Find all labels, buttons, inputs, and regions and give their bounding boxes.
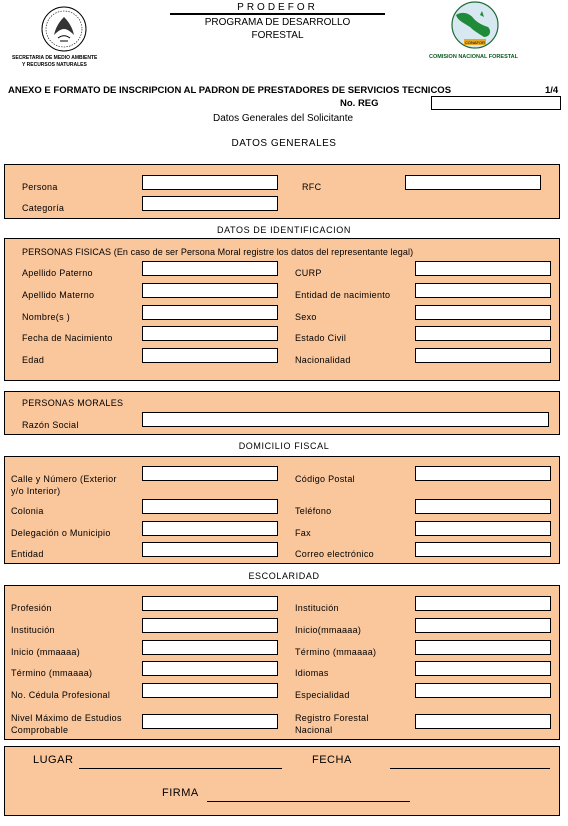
domicilio-title: DOMICILIO FISCAL [238,441,330,451]
registro-field[interactable] [415,714,551,729]
inicio-right-label: Inicio(mmaaaa) [295,625,362,635]
fax-field[interactable] [415,521,551,536]
especialidad-field[interactable] [415,683,551,698]
nacionalidad-label: Nacionalidad [295,355,351,365]
general-panel [4,164,560,219]
nacionalidad-field[interactable] [415,348,551,363]
razon-social-label: Razón Social [22,420,79,430]
cedula-field[interactable] [142,683,278,698]
no-reg-label: No. REG [340,98,379,109]
identificacion-title: DATOS DE IDENTIFICACION [217,225,351,235]
nombres-label: Nombre(s ) [22,312,71,322]
curp-label: CURP [295,268,322,278]
right-logo-caption: COMISION NACIONAL FORESTAL [429,54,519,60]
correo-field[interactable] [415,542,551,557]
termino-right-label: Término (mmaaaa) [295,647,377,657]
apellido-paterno-label: Apellido Paterno [22,268,93,278]
fax-label: Fax [295,528,311,538]
termino-left-label: Término (mmaaaa) [11,668,93,678]
calle-field[interactable] [142,466,278,481]
termino-left-field[interactable] [142,661,278,676]
institucion-left-field[interactable] [142,618,278,633]
colonia-label: Colonia [11,506,44,516]
program-line1: PROGRAMA DE DESARROLLO [204,17,351,28]
entidad-nacimiento-label: Entidad de nacimiento [295,290,391,300]
apellido-paterno-field[interactable] [142,261,278,276]
categoria-label: Categoría [22,203,65,213]
codigo-postal-field[interactable] [415,466,551,481]
idiomas-label: Idiomas [295,668,329,678]
sexo-label: Sexo [295,312,317,322]
rfc-field[interactable] [405,175,541,190]
lugar-label: LUGAR [33,754,74,766]
subtitle: Datos Generales del Solicitante [213,113,354,124]
estado-civil-label: Estado Civil [295,333,347,343]
escolaridad-title: ESCOLARIDAD [248,571,320,581]
inicio-right-field[interactable] [415,618,551,633]
entidad-field[interactable] [142,542,278,557]
telefono-label: Teléfono [295,506,332,516]
left-logo-line2: Y RECURSOS NATURALES [22,62,87,68]
morales-heading: PERSONAS MORALES [22,398,124,408]
telefono-field[interactable] [415,499,551,514]
delegacion-field[interactable] [142,521,278,536]
profesion-label: Profesión [11,603,52,613]
fisicas-heading: PERSONAS FISICAS (En caso de ser Persona Moral registre los datos del representante legal) [22,247,414,257]
lugar-line[interactable] [79,768,282,769]
program-line2: FORESTAL [251,30,304,41]
curp-field[interactable] [415,261,551,276]
delegacion-label: Delegación o Municipio [11,528,111,538]
rfc-label: RFC [302,182,322,192]
fecha-label: FECHA [312,754,352,766]
calle-label-line1: Calle y Número (Exterior [11,474,117,484]
sexo-field[interactable] [415,305,551,320]
semarnat-seal-icon [40,5,88,53]
fecha-nacimiento-label: Fecha de Nacimiento [22,333,113,343]
edad-field[interactable] [142,348,278,363]
fecha-nacimiento-field[interactable] [142,326,278,341]
fecha-line[interactable] [390,768,550,769]
apellido-materno-field[interactable] [142,283,278,298]
persona-label: Persona [22,182,58,192]
estado-civil-field[interactable] [415,326,551,341]
conafor-logo-icon [448,1,502,51]
program-code: PRODEFOR [237,2,318,13]
apellido-materno-label: Apellido Materno [22,290,95,300]
nivel-label-line2: Comprobable [11,725,69,735]
institucion-right-label: Institución [295,603,339,613]
nombres-field[interactable] [142,305,278,320]
no-reg-field[interactable] [431,96,561,110]
form-title: ANEXO E FORMATO DE INSCRIPCION AL PADRON DE PRESTADORES DE SERVICIOS TECNICOS [8,85,452,96]
codigo-postal-label: Código Postal [295,474,355,484]
inicio-left-field[interactable] [142,640,278,655]
especialidad-label: Especialidad [295,690,350,700]
idiomas-field[interactable] [415,661,551,676]
firma-panel [4,746,560,816]
edad-label: Edad [22,355,45,365]
colonia-field[interactable] [142,499,278,514]
razon-social-field[interactable] [142,412,549,427]
registro-label-line2: Nacional [295,725,333,735]
nivel-field[interactable] [142,714,278,729]
inicio-left-label: Inicio (mmaaaa) [11,647,81,657]
conafor-logo-label: CONAFOR [465,40,485,45]
institucion-left-label: Institución [11,625,55,635]
program-divider [170,13,385,15]
profesion-field[interactable] [142,596,278,611]
registro-label-line1: Registro Forestal [295,713,369,723]
firma-line[interactable] [207,801,410,802]
correo-label: Correo electrónico [295,549,374,559]
cedula-label: No. Cédula Profesional [11,690,111,700]
firma-label: FIRMA [162,787,199,799]
nivel-label-line1: Nivel Máximo de Estudios [11,713,122,723]
categoria-field[interactable] [142,196,278,211]
left-logo-line1: SECRETARIA DE MEDIO AMBIENTE [12,55,98,61]
entidad-nacimiento-field[interactable] [415,283,551,298]
institucion-right-field[interactable] [415,596,551,611]
termino-right-field[interactable] [415,640,551,655]
calle-label-line2: y/o Interior) [11,486,61,496]
page-number: 1/4 [545,85,559,96]
entidad-label: Entidad [11,549,44,559]
section-general-title: DATOS GENERALES [231,138,337,149]
persona-field[interactable] [142,175,278,190]
